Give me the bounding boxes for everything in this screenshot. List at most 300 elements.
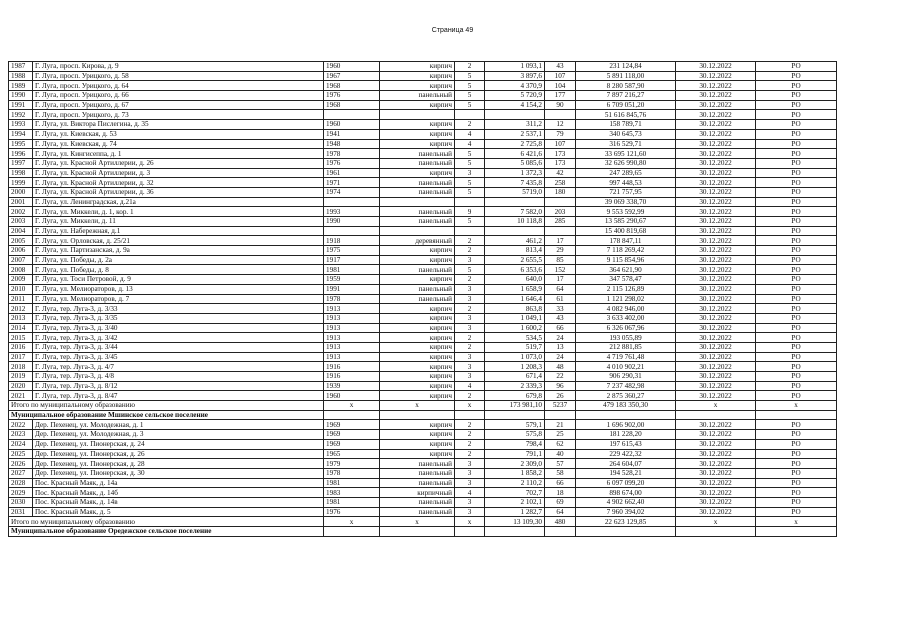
cell-mat: кирпич [380,362,455,372]
cell-date: x [676,517,756,527]
cell-cost: 316 529,71 [576,139,676,149]
cell-fl: 3 [455,478,485,488]
cell-area [485,110,545,120]
cell-res: 57 [545,459,576,469]
cell-cost: 39 069 338,70 [576,197,676,207]
cell-type: РО [756,420,837,430]
cell-fl: 2 [455,449,485,459]
cell-fl: 5 [455,100,485,110]
cell-res: 26 [545,391,576,401]
cell-addr: Г. Луга, тер. Луга-3, д. 3/45 [33,352,324,362]
empty-cell [455,527,485,537]
section-header-row [9,527,837,537]
cell-res: 173 [545,149,576,159]
table-row [9,459,837,469]
cell-year: x [324,401,380,411]
cell-mat: x [380,401,455,411]
cell-mat [380,226,455,236]
cell-type: РО [756,391,837,401]
cell-type: РО [756,459,837,469]
cell-type: РО [756,323,837,333]
cell-date: 30.12.2022 [676,313,756,323]
cell-res: 203 [545,207,576,217]
cell-mat: кирпич [380,420,455,430]
cell-mat: кирпич [380,168,455,178]
table-row [9,304,837,314]
cell-mat: панельный [380,178,455,188]
cell-type: РО [756,372,837,382]
table-row [9,110,837,120]
cell-date: 30.12.2022 [676,217,756,227]
cell-addr: Г. Луга, просп. Урицкого, д. 66 [33,91,324,101]
cell-area: 640,0 [485,275,545,285]
cell-n: 1997 [9,158,33,168]
cell-cost: 264 604,07 [576,459,676,469]
cell-addr: Г. Луга, тер. Луга-3, д. 3/35 [33,313,324,323]
cell-type: РО [756,149,837,159]
cell-res: 258 [545,178,576,188]
cell-type: РО [756,449,837,459]
table-row [9,81,837,91]
cell-fl: 4 [455,488,485,498]
empty-cell [576,527,676,537]
cell-date: 30.12.2022 [676,178,756,188]
table-row [9,313,837,323]
cell-date: 30.12.2022 [676,439,756,449]
cell-date: 30.12.2022 [676,362,756,372]
cell-n: 2005 [9,236,33,246]
cell-type: РО [756,129,837,139]
cell-mat: деревянный [380,236,455,246]
cell-n: 1994 [9,129,33,139]
cell-area: 671,4 [485,372,545,382]
cell-addr: Г. Луга, ул. Виктора Пислегина, д. 35 [33,120,324,130]
cell-date: 30.12.2022 [676,129,756,139]
cell-date: 30.12.2022 [676,110,756,120]
table-row [9,236,837,246]
cell-area: 5 085,6 [485,158,545,168]
table-row [9,497,837,507]
table-row [9,478,837,488]
cell-cost: 340 645,73 [576,129,676,139]
cell-res: 24 [545,352,576,362]
cell-area: 798,4 [485,439,545,449]
cell-fl: 3 [455,352,485,362]
cell-type: РО [756,362,837,372]
table-row [9,71,837,81]
cell-area: 1 073,0 [485,352,545,362]
cell-res: 17 [545,275,576,285]
cell-type: РО [756,197,837,207]
cell-date: 30.12.2022 [676,120,756,130]
cell-area: 791,1 [485,449,545,459]
cell-n: 2012 [9,304,33,314]
cell-n: 2021 [9,391,33,401]
cell-cost: 4 719 761,48 [576,352,676,362]
cell-cost: 193 055,89 [576,333,676,343]
cell-addr: Г. Луга, ул. Партизанская, д. 9а [33,246,324,256]
cell-year [324,197,380,207]
cell-fl: 9 [455,207,485,217]
cell-date: 30.12.2022 [676,342,756,352]
cell-cost: 15 400 819,68 [576,226,676,236]
cell-type: РО [756,168,837,178]
cell-mat: кирпич [380,81,455,91]
cell-cost: 6 097 099,20 [576,478,676,488]
cell-addr: Пос. Красный Маяк, д. 5 [33,507,324,517]
cell-fl: 2 [455,439,485,449]
cell-type: РО [756,284,837,294]
cell-date: 30.12.2022 [676,420,756,430]
housing-register-table [8,61,837,537]
cell-mat: панельный [380,468,455,478]
cell-type: РО [756,62,837,72]
cell-addr: Г. Луга, просп. Урицкого, д. 64 [33,81,324,91]
cell-cost: 5 891 118,00 [576,71,676,81]
cell-mat: панельный [380,149,455,159]
cell-res [545,226,576,236]
cell-date: 30.12.2022 [676,91,756,101]
cell-mat: кирпич [380,333,455,343]
cell-area: 173 981,10 [485,401,545,411]
cell-year: 1941 [324,129,380,139]
cell-res: 90 [545,100,576,110]
cell-res: 29 [545,246,576,256]
table-row [9,149,837,159]
cell-addr: Г. Луга, просп. Кирова, д. 9 [33,62,324,72]
cell-addr: Г. Луга, ул. Мелиораторов, д. 7 [33,294,324,304]
cell-fl [455,226,485,236]
cell-year: 1913 [324,352,380,362]
cell-type: РО [756,110,837,120]
cell-type: РО [756,139,837,149]
empty-cell [455,410,485,420]
cell-year: 1983 [324,488,380,498]
cell-cost: 898 674,00 [576,488,676,498]
cell-addr: Г. Луга, ул. Кингисеппа, д. 1 [33,149,324,159]
cell-date: 30.12.2022 [676,197,756,207]
cell-cost: 194 528,21 [576,468,676,478]
cell-year: 1971 [324,178,380,188]
cell-res: 61 [545,294,576,304]
cell-year: 1978 [324,294,380,304]
cell-year: 1916 [324,362,380,372]
cell-n: 2000 [9,187,33,197]
table-row [9,265,837,275]
cell-type: x [756,517,837,527]
cell-date: 30.12.2022 [676,507,756,517]
cell-fl: 5 [455,217,485,227]
cell-area: 7 435,8 [485,178,545,188]
cell-area: 1 646,4 [485,294,545,304]
cell-res: 17 [545,236,576,246]
cell-addr: Г. Луга, ул. Миккели, д. 11 [33,217,324,227]
cell-mat: кирпич [380,313,455,323]
cell-type: РО [756,497,837,507]
table-row [9,381,837,391]
cell-mat: кирпич [380,449,455,459]
cell-cost: 22 623 129,85 [576,517,676,527]
cell-n: 2023 [9,430,33,440]
cell-year: 1967 [324,71,380,81]
cell-area: 2 537,1 [485,129,545,139]
cell-year: 1959 [324,275,380,285]
table-row [9,391,837,401]
cell-cost: 231 124,84 [576,62,676,72]
cell-mat: кирпич [380,323,455,333]
table-row [9,207,837,217]
cell-mat [380,197,455,207]
cell-n: 1989 [9,81,33,91]
cell-n: 2006 [9,246,33,256]
cell-date: 30.12.2022 [676,468,756,478]
cell-mat: панельный [380,294,455,304]
cell-year: 1913 [324,323,380,333]
cell-addr: Дер. Пехенец, ул. Пионерская, д. 24 [33,439,324,449]
cell-addr: Г. Луга, тер. Луга-3, д. 4/8 [33,372,324,382]
empty-cell [756,527,837,537]
cell-cost: 6 709 051,20 [576,100,676,110]
cell-cost: 4 902 662,40 [576,497,676,507]
cell-year: 1993 [324,207,380,217]
cell-area: 813,4 [485,246,545,256]
empty-cell [324,527,380,537]
cell-type: РО [756,158,837,168]
cell-date: 30.12.2022 [676,255,756,265]
cell-fl: 5 [455,81,485,91]
table-row [9,372,837,382]
cell-fl: 5 [455,91,485,101]
cell-date: 30.12.2022 [676,187,756,197]
cell-res: 62 [545,439,576,449]
cell-date: 30.12.2022 [676,323,756,333]
table-row [9,342,837,352]
cell-area: 5719,0 [485,187,545,197]
cell-type: РО [756,439,837,449]
cell-cost: 364 621,90 [576,265,676,275]
cell-year: 1960 [324,62,380,72]
cell-year: 1960 [324,391,380,401]
cell-date: 30.12.2022 [676,478,756,488]
cell-mat: кирпич [380,246,455,256]
empty-cell [485,527,545,537]
cell-area: 579,1 [485,420,545,430]
cell-fl: 4 [455,139,485,149]
cell-addr: Г. Луга, ул. Орловская, д. 25/21 [33,236,324,246]
cell-year: 1976 [324,507,380,517]
cell-date: x [676,401,756,411]
cell-label: Итого по муниципальному образованию [9,517,324,527]
cell-mat: кирпич [380,381,455,391]
table-row [9,129,837,139]
cell-mat: панельный [380,158,455,168]
cell-addr: Г. Луга, тер. Луга-3, д. 8/47 [33,391,324,401]
cell-res: 64 [545,284,576,294]
cell-cost: 7 897 216,27 [576,91,676,101]
table-row [9,100,837,110]
cell-area: 863,8 [485,304,545,314]
cell-addr: Г. Луга, ул. Набережная, д.1 [33,226,324,236]
cell-res: 152 [545,265,576,275]
cell-mat: x [380,517,455,527]
cell-cost: 1 696 902,00 [576,420,676,430]
cell-fl: 2 [455,430,485,440]
cell-mat: панельный [380,478,455,488]
cell-type: РО [756,217,837,227]
cell-area: 702,7 [485,488,545,498]
cell-area: 1 372,3 [485,168,545,178]
cell-cost: 197 615,43 [576,439,676,449]
cell-year: 1975 [324,246,380,256]
cell-date: 30.12.2022 [676,236,756,246]
cell-mat: кирпич [380,352,455,362]
cell-fl: 3 [455,459,485,469]
empty-cell [576,410,676,420]
cell-cost: 33 695 121,60 [576,149,676,159]
cell-addr: Г. Луга, просп. Урицкого, д. 67 [33,100,324,110]
cell-n: 2020 [9,381,33,391]
cell-n: 1990 [9,91,33,101]
cell-mat: кирпич [380,129,455,139]
cell-mat: панельный [380,459,455,469]
cell-cost: 1 121 298,02 [576,294,676,304]
table-row [9,333,837,343]
cell-addr: Г. Луга, ул. Победы, д. 8 [33,265,324,275]
cell-res: 69 [545,497,576,507]
cell-type: РО [756,236,837,246]
cell-mat: кирпич [380,62,455,72]
cell-fl: x [455,401,485,411]
cell-res: 13 [545,342,576,352]
cell-area: 1 049,1 [485,313,545,323]
cell-year: 1965 [324,449,380,459]
cell-date: 30.12.2022 [676,391,756,401]
table-row [9,488,837,498]
cell-addr: Дер. Пехенец, ул. Пионерская, д. 28 [33,459,324,469]
empty-cell [545,410,576,420]
cell-addr: Г. Луга, тер. Луга-3, д. 3/40 [33,323,324,333]
cell-addr: Г. Луга, ул. Победы, д. 2а [33,255,324,265]
cell-area: 6 353,6 [485,265,545,275]
cell-res: 43 [545,313,576,323]
cell-res: 21 [545,420,576,430]
cell-mat: панельный [380,187,455,197]
cell-cost: 9 115 854,96 [576,255,676,265]
cell-res: 12 [545,120,576,130]
cell-res: 180 [545,187,576,197]
cell-type: РО [756,71,837,81]
cell-n: 2024 [9,439,33,449]
cell-mat: кирпич [380,391,455,401]
cell-area: 311,2 [485,120,545,130]
cell-mat: панельный [380,284,455,294]
cell-n: 1988 [9,71,33,81]
cell-date: 30.12.2022 [676,168,756,178]
cell-year: 1978 [324,149,380,159]
cell-type: РО [756,507,837,517]
cell-date: 30.12.2022 [676,158,756,168]
cell-area: 13 109,30 [485,517,545,527]
cell-year [324,110,380,120]
cell-area: 1 858,2 [485,468,545,478]
table-row [9,91,837,101]
cell-area: 1 658,9 [485,284,545,294]
cell-type: РО [756,430,837,440]
cell-n: 1999 [9,178,33,188]
cell-cost: 906 290,31 [576,372,676,382]
table-row [9,158,837,168]
cell-date: 30.12.2022 [676,62,756,72]
cell-fl: 2 [455,120,485,130]
cell-fl: 5 [455,187,485,197]
cell-addr: Г. Луга, ул. Красной Артиллерии, д. 26 [33,158,324,168]
cell-date: 30.12.2022 [676,488,756,498]
cell-fl: 2 [455,304,485,314]
cell-area: 3 897,6 [485,71,545,81]
cell-year: 1974 [324,187,380,197]
cell-date: 30.12.2022 [676,430,756,440]
cell-addr: Г. Луга, ул. Ленинградская, д.21а [33,197,324,207]
cell-label: Муниципальное образование Оредежское сельское поселение [9,527,324,537]
empty-cell [545,527,576,537]
cell-n: 2029 [9,488,33,498]
cell-year: 1969 [324,420,380,430]
cell-addr: Г. Луга, ул. Киевская, д. 74 [33,139,324,149]
cell-cost: 721 757,95 [576,187,676,197]
cell-mat: панельный [380,507,455,517]
cell-fl: 5 [455,149,485,159]
cell-res: 79 [545,129,576,139]
cell-area: 2 309,0 [485,459,545,469]
table-row [9,178,837,188]
cell-mat: кирпич [380,304,455,314]
table-row [9,430,837,440]
cell-area: 2 339,3 [485,381,545,391]
cell-fl: 2 [455,333,485,343]
cell-res: 66 [545,323,576,333]
cell-addr: Г. Луга, ул. Киевская, д. 53 [33,129,324,139]
cell-fl: 4 [455,381,485,391]
cell-year: 1913 [324,304,380,314]
table-row [9,226,837,236]
section-header-row [9,410,837,420]
cell-fl: 3 [455,362,485,372]
cell-area: 4 154,2 [485,100,545,110]
cell-cost: 2 115 126,89 [576,284,676,294]
cell-cost: 347 578,47 [576,275,676,285]
cell-addr: Г. Луга, тер. Луга-3, д. 3/42 [33,333,324,343]
cell-date: 30.12.2022 [676,226,756,236]
cell-fl: 5 [455,71,485,81]
cell-type: РО [756,333,837,343]
table-row [9,120,837,130]
cell-addr: Г. Луга, ул. Мелиораторов, д. 13 [33,284,324,294]
cell-fl: 5 [455,158,485,168]
table-row [9,246,837,256]
cell-label: Итого по муниципальному образованию [9,401,324,411]
cell-n: 2007 [9,255,33,265]
cell-addr: Дер. Пехенец, ул. Молодежная, д. 3 [33,430,324,440]
cell-n: 2014 [9,323,33,333]
cell-res: 177 [545,91,576,101]
cell-date: 30.12.2022 [676,497,756,507]
cell-area: 1 208,3 [485,362,545,372]
cell-res: 173 [545,158,576,168]
cell-year [324,226,380,236]
cell-mat: кирпич [380,255,455,265]
cell-n: 1998 [9,168,33,178]
cell-date: 30.12.2022 [676,333,756,343]
